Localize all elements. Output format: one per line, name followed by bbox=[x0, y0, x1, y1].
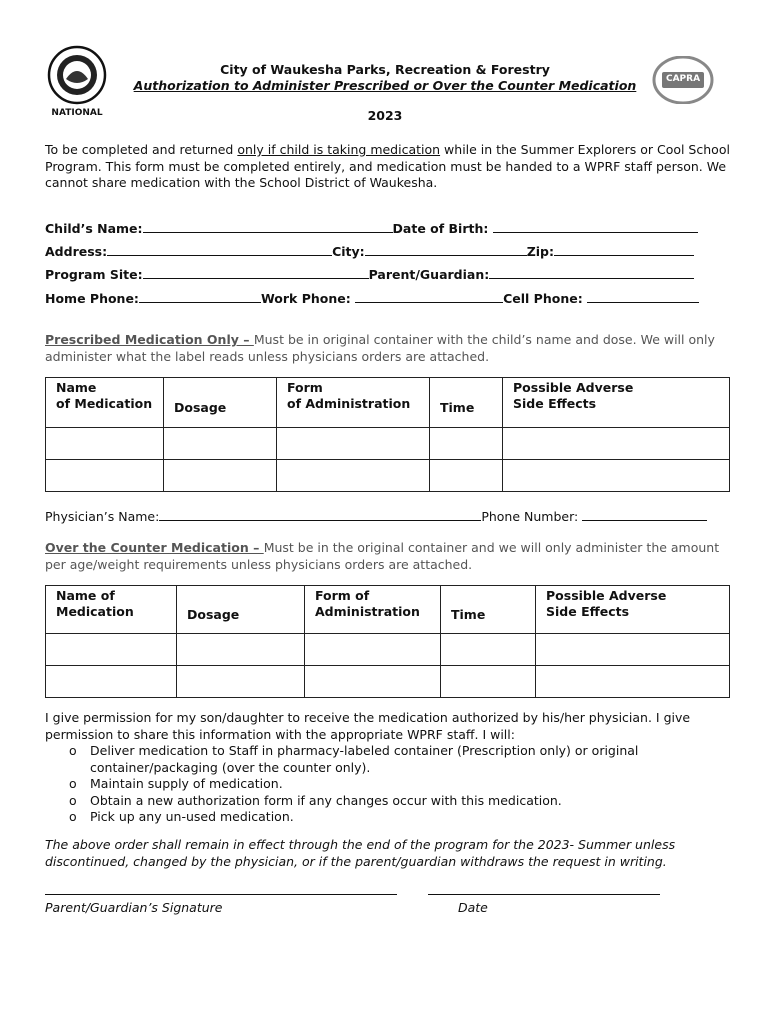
permission-section bbox=[45, 710, 735, 826]
permission-text: I give permission for my son/daughter to receive the medication authorized by his/her physician. I give permission to share this information with the appropriate WPRF staff. I will: bbox=[45, 710, 691, 742]
field-row-2 bbox=[45, 243, 710, 261]
list-item bbox=[69, 809, 735, 826]
bullet-icon: o bbox=[69, 792, 77, 808]
rx-header-side-effects: Possible Adverse Side Effects bbox=[503, 378, 730, 428]
list-item bbox=[69, 776, 735, 793]
table-row bbox=[46, 634, 730, 666]
physician-phone-label: Phone Number: bbox=[481, 509, 579, 524]
table-cell[interactable] bbox=[46, 666, 177, 698]
intro-text-3: while in the Summer Explorers or Cool School Program. This form must be completed entirely, and medication must be handed to a WPRF staff person. We cannot share medication with the School District of Waukesha. bbox=[45, 142, 730, 190]
list-item bbox=[69, 743, 735, 776]
zip-field[interactable] bbox=[554, 243, 694, 256]
permission-list bbox=[45, 743, 735, 826]
intro-text-1: To be completed and returned bbox=[45, 142, 238, 157]
list-item-text: Maintain supply of medication. bbox=[90, 776, 283, 791]
intro-text-2: only if child is taking medication bbox=[237, 142, 441, 157]
city-field[interactable] bbox=[365, 243, 527, 256]
table-row bbox=[46, 666, 730, 698]
field-row-4 bbox=[45, 290, 710, 308]
table-cell[interactable] bbox=[441, 634, 536, 666]
capra-text: CAPRA bbox=[665, 74, 701, 84]
address-label: Address: bbox=[45, 244, 108, 259]
list-item bbox=[69, 792, 735, 810]
physician-phone-field[interactable] bbox=[582, 508, 707, 521]
bullet-icon: o bbox=[69, 743, 77, 758]
prescribed-title: Prescribed Medication Only – bbox=[45, 332, 254, 347]
program-site-label: Program Site: bbox=[45, 267, 143, 282]
dob-label: Date of Birth: bbox=[392, 221, 489, 236]
work-phone-field[interactable] bbox=[355, 290, 503, 303]
otc-header-side-effects: Possible Adverse Side Effects bbox=[536, 586, 730, 634]
table-cell[interactable] bbox=[503, 460, 730, 492]
table-cell[interactable] bbox=[177, 666, 305, 698]
parent-signature-field[interactable] bbox=[45, 882, 397, 895]
table-cell[interactable] bbox=[430, 460, 503, 492]
prescribed-desc: Must be in original container with the child’s name and dose. We will only administer what the label reads unless physicians orders are attached. bbox=[45, 332, 715, 364]
logo-bottom-text: NATIONAL bbox=[51, 108, 103, 118]
form-header bbox=[100, 62, 670, 124]
table-row bbox=[46, 460, 730, 492]
otc-table bbox=[45, 585, 730, 698]
form-title: Authorization to Administer Prescribed or Over the Counter Medication bbox=[133, 78, 637, 93]
table-row bbox=[46, 428, 730, 460]
form-year: 2023 bbox=[367, 108, 403, 123]
cell-phone-field[interactable] bbox=[587, 290, 699, 303]
physician-row bbox=[45, 508, 707, 524]
table-cell[interactable] bbox=[305, 666, 441, 698]
field-row-1 bbox=[45, 220, 710, 238]
otc-header-time: Time bbox=[441, 586, 536, 634]
table-cell[interactable] bbox=[177, 634, 305, 666]
date-block bbox=[428, 882, 660, 915]
list-item-text: Obtain a new authorization form if any changes occur with this medication. bbox=[90, 792, 562, 808]
table-cell[interactable] bbox=[441, 666, 536, 698]
work-phone-label: Work Phone: bbox=[260, 291, 351, 306]
table-cell[interactable] bbox=[46, 460, 164, 492]
prescribed-section-text bbox=[45, 332, 735, 365]
home-phone-field[interactable] bbox=[139, 290, 261, 303]
table-cell[interactable] bbox=[430, 428, 503, 460]
otc-title: Over the Counter Medication – bbox=[45, 540, 264, 555]
table-cell[interactable] bbox=[536, 666, 730, 698]
physician-name-label: Physician’s Name: bbox=[45, 509, 160, 524]
child-name-label: Child’s Name: bbox=[45, 221, 143, 236]
bullet-icon: o bbox=[69, 776, 77, 791]
table-cell[interactable] bbox=[46, 634, 177, 666]
parent-signature-label: Parent/Guardian’s Signature bbox=[45, 900, 223, 915]
otc-section-text bbox=[45, 540, 735, 573]
table-cell[interactable] bbox=[164, 460, 277, 492]
program-site-field[interactable] bbox=[143, 266, 369, 279]
bullet-icon: o bbox=[69, 809, 77, 824]
parent-signature-block bbox=[45, 882, 397, 915]
table-cell[interactable] bbox=[46, 428, 164, 460]
org-name: City of Waukesha Parks, Recreation & Forestry bbox=[220, 62, 550, 77]
zip-label: Zip: bbox=[526, 244, 554, 259]
cell-phone-label: Cell Phone: bbox=[503, 291, 583, 306]
table-cell[interactable] bbox=[305, 634, 441, 666]
parent-field[interactable] bbox=[489, 266, 694, 279]
list-item-text: Pick up any un-used medication. bbox=[90, 809, 294, 824]
otc-header-name: Name of Medication bbox=[46, 586, 177, 634]
parent-label: Parent/Guardian: bbox=[368, 267, 490, 282]
otc-header-dosage: Dosage bbox=[177, 586, 305, 634]
table-cell[interactable] bbox=[277, 460, 430, 492]
rx-header-name: Name of Medication bbox=[46, 378, 164, 428]
otc-header-form: Form of Administration bbox=[305, 586, 441, 634]
rx-header-dosage: Dosage bbox=[164, 378, 277, 428]
city-seal-logo bbox=[46, 45, 108, 125]
date-field[interactable] bbox=[428, 882, 660, 895]
order-note: The above order shall remain in effect through the end of the program for the 2023- Summer unless discontinued, changed by the physician, or if the parent/guardian withdraws the request in writing. bbox=[45, 837, 676, 869]
list-item-text: Deliver medication to Staff in pharmacy-labeled container (Prescription only) or original container/packaging (over the counter only). bbox=[90, 743, 639, 775]
otc-desc: Must be in the original container and we will only administer the amount per age/weight requirements unless physicians orders are attached. bbox=[45, 540, 720, 572]
prescribed-table bbox=[45, 377, 730, 492]
field-row-3 bbox=[45, 266, 710, 284]
rx-header-form: Form of Administration bbox=[277, 378, 430, 428]
table-cell[interactable] bbox=[536, 634, 730, 666]
rx-header-time: Time bbox=[430, 378, 503, 428]
date-label: Date bbox=[458, 900, 488, 915]
home-phone-label: Home Phone: bbox=[45, 291, 139, 306]
intro-paragraph bbox=[45, 142, 735, 192]
city-label: City: bbox=[332, 244, 365, 259]
physician-name-field[interactable] bbox=[159, 508, 481, 521]
table-cell[interactable] bbox=[164, 428, 277, 460]
address-field[interactable] bbox=[107, 243, 332, 256]
dob-field[interactable] bbox=[493, 220, 698, 233]
table-cell[interactable] bbox=[503, 428, 730, 460]
child-name-field[interactable] bbox=[143, 220, 393, 233]
table-cell[interactable] bbox=[277, 428, 430, 460]
